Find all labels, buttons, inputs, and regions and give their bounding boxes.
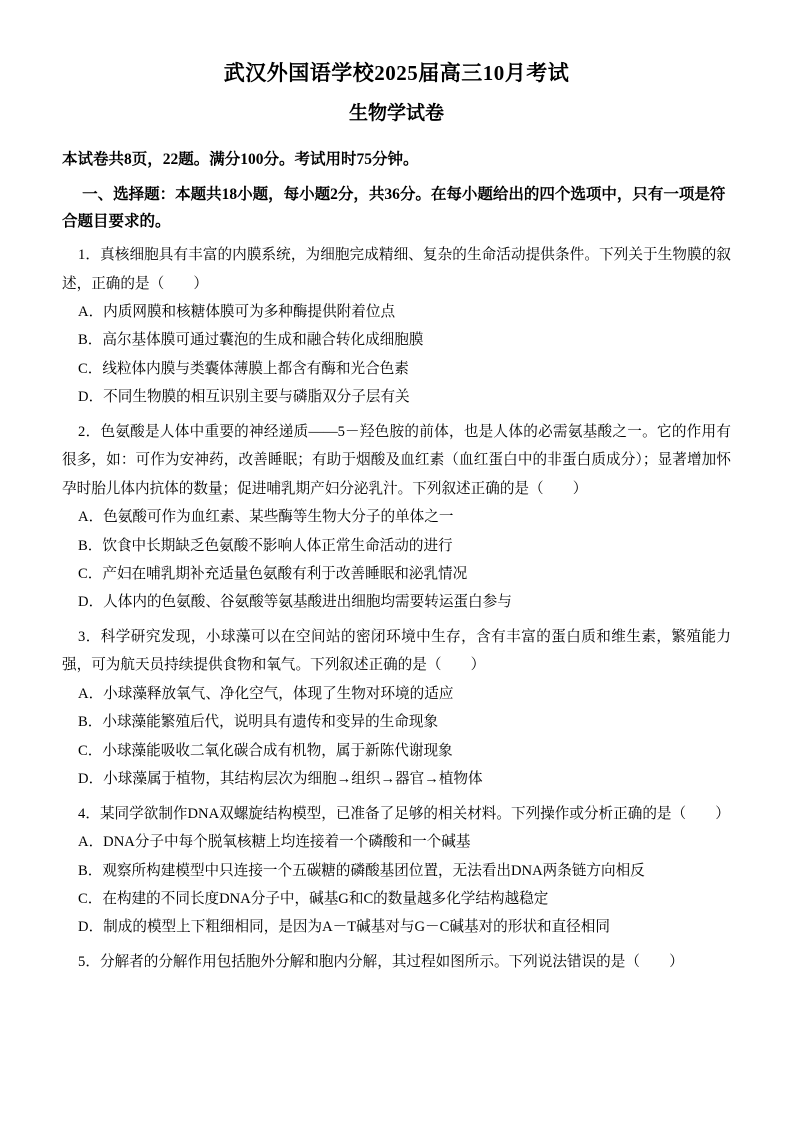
question-stem: 2．色氨酸是人体中重要的神经递质——5－羟色胺的前体，也是人体的必需氨基酸之一。它的作用有很多，如：可作为安神药，改善睡眠；有助于烟酸及血红素（血红蛋白中的非蛋白质成分）；显著增加怀孕时胎儿体内抗体的数量；促进哺乳期产妇分泌乳汁。下列叙述正确的是（ ） — [62, 423, 731, 497]
question-option-b: B．小球藻能繁殖后代，说明具有遗传和变异的生命现象 — [78, 714, 439, 731]
page-title: 武汉外国语学校2025届高三10月考试 — [223, 61, 570, 85]
question-2 — [62, 418, 731, 617]
question-option-b: B．观察所构建模型中只连接一个五碳糖的磷酸基团位置，无法看出DNA两条链方向相反 — [78, 862, 645, 879]
question-option-a: A．小球藻释放氧气、净化空气，体现了生物对环境的适应 — [78, 685, 454, 702]
question-option-d: D．制成的模型上下粗细相同，是因为A－T碱基对与G－C碱基对的形状和直径相同 — [78, 919, 610, 936]
question-1 — [62, 241, 731, 412]
section-heading: 一、选择题：本题共18小题，每小题2分，共36分。在每小题给出的四个选项中，只有一项是符合题目要求的。 — [62, 185, 726, 230]
question-option-b: B．高尔基体膜可通过囊泡的生成和融合转化成细胞膜 — [78, 332, 424, 349]
question-stem: 5．分解者的分解作用包括胞外分解和胞内分解，其过程如图所示。下列说法错误的是（ ） — [78, 953, 684, 970]
question-3 — [62, 623, 731, 794]
question-option-c: C．小球藻能吸收二氧化碳合成有机物，属于新陈代谢现象 — [78, 742, 453, 759]
question-option-d: D．不同生物膜的相互识别主要与磷脂双分子层有关 — [78, 389, 410, 406]
question-stem: 1．真核细胞具有丰富的内膜系统，为细胞完成精细、复杂的生命活动提供条件。下列关于生物膜的叙述，正确的是（ ） — [62, 247, 731, 292]
question-option-d: D．小球藻属于植物，其结构层次为细胞→组织→器官→植物体 — [78, 771, 483, 788]
question-4 — [62, 800, 731, 942]
question-option-c: C．线粒体内膜与类囊体薄膜上都含有酶和光合色素 — [78, 360, 409, 377]
question-option-c: C．在构建的不同长度DNA分子中，碱基G和C的数量越多化学结构越稳定 — [78, 891, 549, 908]
question-option-a: A．内质网膜和核糖体膜可为多种酶提供附着位点 — [78, 303, 396, 320]
question-option-a: A．色氨酸可作为血红素、某些酶等生物大分子的单体之一 — [78, 509, 454, 526]
question-option-a: A．DNA分子中每个脱氧核糖上均连接着一个磷酸和一个碱基 — [78, 834, 471, 851]
question-stem: 3．科学研究发现，小球藻可以在空间站的密闭环境中生存，含有丰富的蛋白质和维生素，繁殖能力强，可为航天员持续提供食物和氧气。下列叙述正确的是（ ） — [62, 628, 731, 674]
question-option-b: B．饮食中长期缺乏色氨酸不影响人体正常生命活动的进行 — [78, 537, 453, 554]
question-stem: 4．某同学欲制作DNA双螺旋结构模型，已准备了足够的相关材料。下列操作或分析正确的是（ ） — [78, 805, 730, 822]
question-5 — [62, 948, 731, 976]
exam-info: 本试卷共8页，22题。满分100分。考试用时75分钟。 — [62, 151, 419, 168]
subject-title: 生物学试卷 — [348, 102, 444, 124]
question-option-c: C．产妇在哺乳期补充适量色氨酸有利于改善睡眠和泌乳情况 — [78, 566, 468, 583]
question-option-d: D．人体内的色氨酸、谷氨酸等氨基酸进出细胞均需要转运蛋白参与 — [78, 594, 512, 611]
